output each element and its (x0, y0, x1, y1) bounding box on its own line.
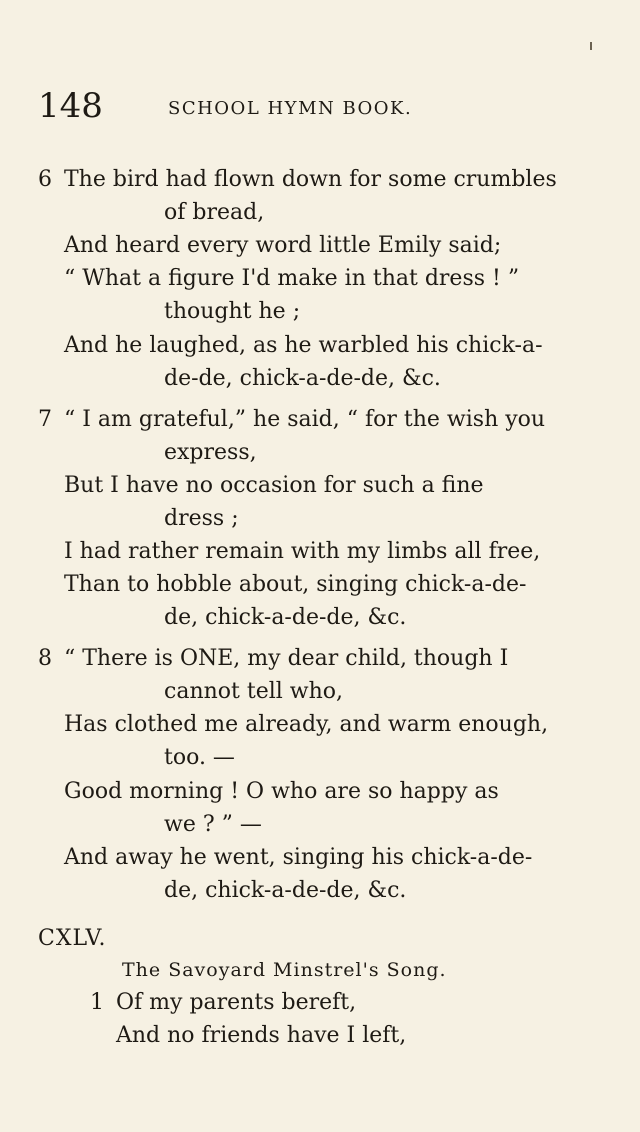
verse-line: I had rather remain with my limbs all free, (64, 539, 541, 564)
verse-line: And away he went, singing his chick-a-de- (64, 845, 533, 870)
verse-number: 7 (38, 407, 52, 432)
verse-line: Than to hobble about, singing chick-a-de- (64, 572, 527, 597)
verse-number: 8 (38, 646, 52, 671)
verse-line: cannot tell who, (164, 679, 344, 704)
verse-line: of bread, (164, 200, 265, 225)
verse-line: “ What a figure I'd make in that dress ! ” (64, 266, 520, 291)
verse-line: too. — (164, 745, 235, 770)
verse-line: The bird had flown down for some crumbles (64, 167, 557, 192)
verse-line: And he laughed, as he warbled his chick-a- (64, 333, 543, 358)
verse-line: thought he ; (164, 299, 301, 324)
verse-line: express, (164, 440, 257, 465)
verse-line: de, chick-a-de-de, &c. (164, 605, 407, 630)
verse-line: de-de, chick-a-de-de, &c. (164, 366, 441, 391)
verse-line: we ? ” — (164, 812, 262, 837)
page-header (38, 84, 598, 134)
hymn-numeral: CXLV. (38, 926, 107, 951)
verse-line: “ There is ONE, my dear child, though I (64, 646, 509, 671)
verse-line: dress ; (164, 506, 239, 531)
verse-line: Has clothed me already, and warm enough, (64, 712, 549, 737)
page-number: 148 (38, 86, 103, 126)
verse-number: 1 (90, 990, 104, 1015)
verse-line: But I have no occasion for such a fine (64, 473, 484, 498)
page-speck (590, 42, 592, 50)
verse-line: And heard every word little Emily said; (64, 233, 502, 258)
verse-number: 6 (38, 167, 52, 192)
verse-line: Of my parents bereft, (116, 990, 357, 1015)
running-head: SCHOOL HYMN BOOK. (168, 98, 413, 119)
verse-line: And no friends have I left, (116, 1023, 407, 1048)
hymn-title: The Savoyard Minstrel's Song. (122, 959, 447, 981)
verse-line: Good morning ! O who are so happy as (64, 779, 499, 804)
verse-line: de, chick-a-de-de, &c. (164, 878, 407, 903)
verse-line: “ I am grateful,” he said, “ for the wish you (64, 407, 546, 432)
